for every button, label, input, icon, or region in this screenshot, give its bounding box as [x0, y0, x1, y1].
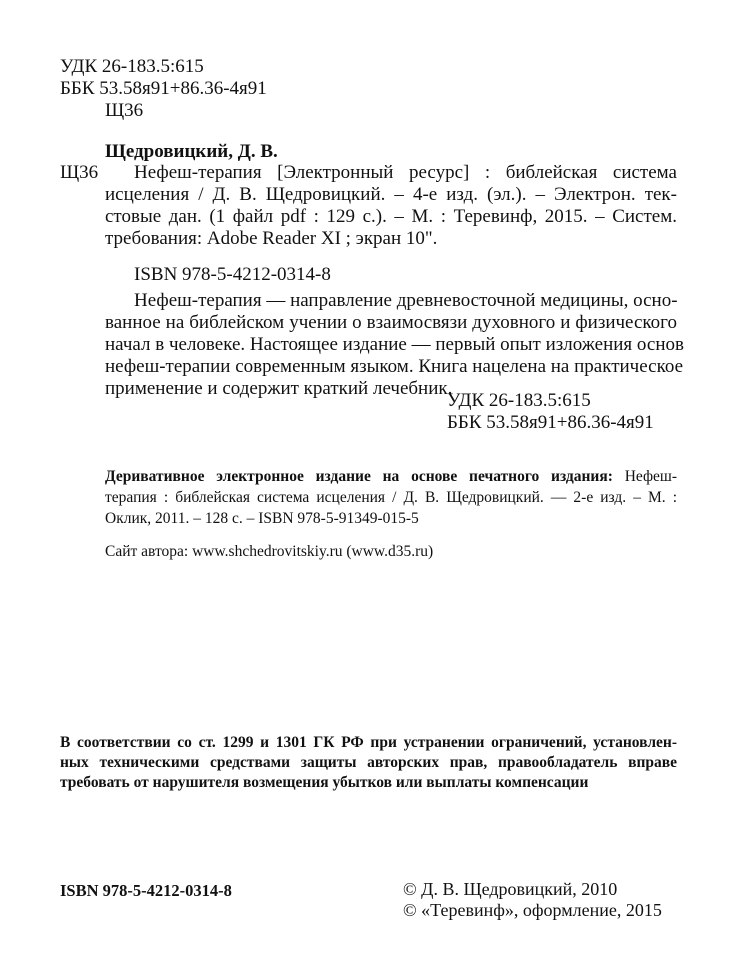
footer-isbn: ISBN 978-5-4212-0314-8 [60, 881, 232, 900]
annotation-line: применение и содержит краткий лечебник. [105, 378, 453, 399]
annotation-line: Нефеш-терапия — направление древневосточной медицины, осно- [134, 290, 678, 311]
copyright-law-line: В соответствии со ст. 1299 и 1301 ГК РФ при устранении ограничений, установлен- [60, 734, 677, 751]
entry-description-line: стовые дан. (1 файл pdf : 129 с.). – М. : Теревинф, 2015. – Систем. [105, 206, 677, 227]
udk-code-bottom: УДК 26-183.5:615 [447, 390, 591, 411]
entry-description [105, 162, 677, 250]
annotation-line: начал в человеке. Настоящее издание — первый опыт изложения основ [105, 334, 684, 355]
author-site: Сайт автора: www.shchedrovitskiy.ru (www.d35.ru) [105, 543, 434, 560]
bbk-code-top: ББК 53.58я91+86.36-4я91 [60, 78, 267, 99]
copyright-law-line: требовать от нарушителя возмещения убытков или выплаты компенсации [60, 774, 589, 791]
entry-mark: Щ36 [60, 162, 99, 183]
derivative-note-line: терапия : библейская система исцеления / Д. В. Щедровицкий. — 2-е изд. – М. : [105, 489, 677, 506]
annotation-line: ванное на библейском учении о взаимосвязи духовного и физического [105, 312, 677, 333]
derivative-note [105, 466, 677, 529]
footer-copyright-author: © Д. В. Щедровицкий, 2010 [403, 879, 618, 899]
annotation-line: нефеш-терапии современным языком. Книга нацелена на практическое [105, 356, 683, 377]
udk-code-top: УДК 26-183.5:615 [60, 56, 204, 77]
author-mark-top: Щ36 [105, 100, 144, 121]
entry-description-line: Нефеш-терапия [Электронный ресурс] : библейская система [134, 162, 677, 183]
author-heading: Щедровицкий, Д. В. [105, 141, 278, 162]
entry-description-line: исцеления / Д. В. Щедровицкий. – 4-е изд. (эл.). – Электрон. тек- [105, 184, 677, 205]
derivative-note-line1-rest: Нефеш- [612, 468, 677, 485]
copyright-law-notice [60, 733, 677, 793]
copyright-law-line: ных техническими средствами защиты авторских прав, правообладатель вправе [60, 754, 677, 771]
entry-description-line: требования: Adobe Reader XI ; экран 10". [105, 228, 438, 249]
derivative-note-line [105, 466, 677, 487]
footer-copyright-publisher: © «Теревинф», оформление, 2015 [403, 900, 662, 920]
derivative-note-line: Оклик, 2011. – 128 с. – ISBN 978-5-91349-015-5 [105, 510, 419, 527]
derivative-note-lead: Деривативное электронное издание на основе печатного издания: [105, 468, 613, 485]
entry-isbn: ISBN 978-5-4212-0314-8 [134, 264, 331, 285]
bbk-code-bottom: ББК 53.58я91+86.36-4я91 [447, 412, 654, 433]
annotation [105, 290, 684, 400]
